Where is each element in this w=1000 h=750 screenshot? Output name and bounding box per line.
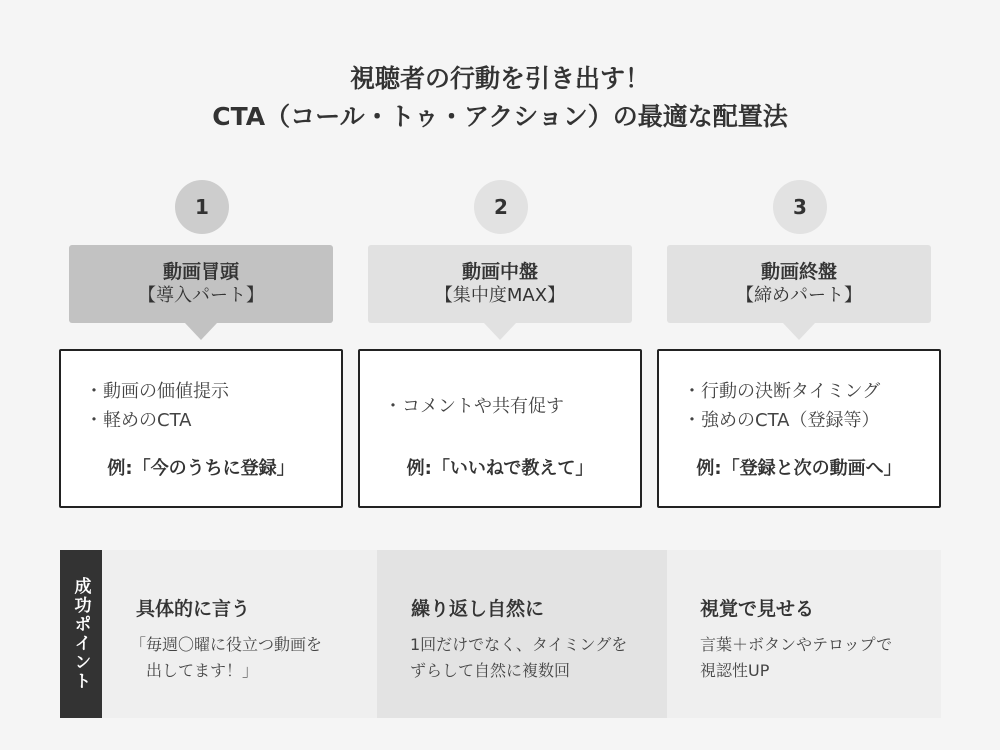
example-text: 例:「いいねで教えて」 (406, 458, 594, 479)
title-line-2: CTA（コール・トゥ・アクション）の最適な配置法 (212, 102, 788, 131)
point-line: 出してます！」 (130, 661, 259, 680)
phase-header (368, 245, 632, 323)
success-points-section (60, 550, 941, 718)
detail-box (59, 349, 343, 508)
success-sidebar (60, 550, 102, 718)
success-label: 成功ポイント (70, 577, 91, 691)
phase-header (667, 245, 931, 323)
point-line: 視認性UP (700, 661, 770, 680)
phase-name: 動画終盤 (760, 261, 837, 283)
point-title: 視覚で見せる (700, 598, 815, 620)
point-line: 1回だけでなく、タイミングを (410, 635, 628, 654)
phase-subtitle: 【導入パート】 (138, 285, 264, 306)
detail-box (358, 349, 642, 508)
point-line: 「毎週〇曜に役立つ動画を (130, 635, 323, 654)
pointer-arrow-icon (783, 323, 815, 340)
bullet-list (384, 392, 564, 421)
phase-subtitle: 【集中度MAX】 (434, 285, 566, 306)
bullet-item: ・行動の決断タイミング (683, 381, 881, 402)
phase-header (69, 245, 333, 323)
step-number-badge: 3 (773, 180, 827, 234)
stage-column-1 (59, 180, 343, 510)
bullet-item: ・強めのCTA（登録等） (683, 410, 880, 431)
success-point-2 (377, 550, 667, 718)
title-line-1: 視聴者の行動を引き出す！ (349, 64, 650, 93)
point-line: ずらして自然に複数回 (410, 661, 571, 680)
detail-box (657, 349, 941, 508)
stage-column-2 (358, 180, 642, 510)
bullet-item: ・コメントや共有促す (384, 396, 564, 417)
example-text: 例:「今のうちに登録」 (107, 458, 295, 479)
step-number-badge: 2 (474, 180, 528, 234)
point-body (700, 632, 892, 684)
bullet-list (683, 377, 880, 435)
bullet-item: ・動画の価値提示 (85, 381, 229, 402)
point-title: 具体的に言う (136, 598, 251, 620)
point-title: 繰り返し自然に (411, 598, 545, 620)
point-body (410, 632, 627, 684)
success-point-1 (102, 550, 377, 718)
stage-column-3 (657, 180, 941, 510)
page-title (0, 60, 1000, 136)
step-number-badge: 1 (175, 180, 229, 234)
point-body (130, 632, 322, 684)
success-point-3 (667, 550, 941, 718)
phase-name: 動画中盤 (461, 261, 538, 283)
bullet-item: ・軽めのCTA (85, 410, 192, 431)
example-text: 例:「登録と次の動画へ」 (696, 458, 902, 479)
pointer-arrow-icon (185, 323, 217, 340)
point-line: 言葉＋ボタンやテロップで (700, 635, 893, 654)
phase-subtitle: 【締めパート】 (736, 285, 862, 306)
pointer-arrow-icon (484, 323, 516, 340)
bullet-list (85, 377, 229, 435)
phase-name: 動画冒頭 (162, 261, 239, 283)
